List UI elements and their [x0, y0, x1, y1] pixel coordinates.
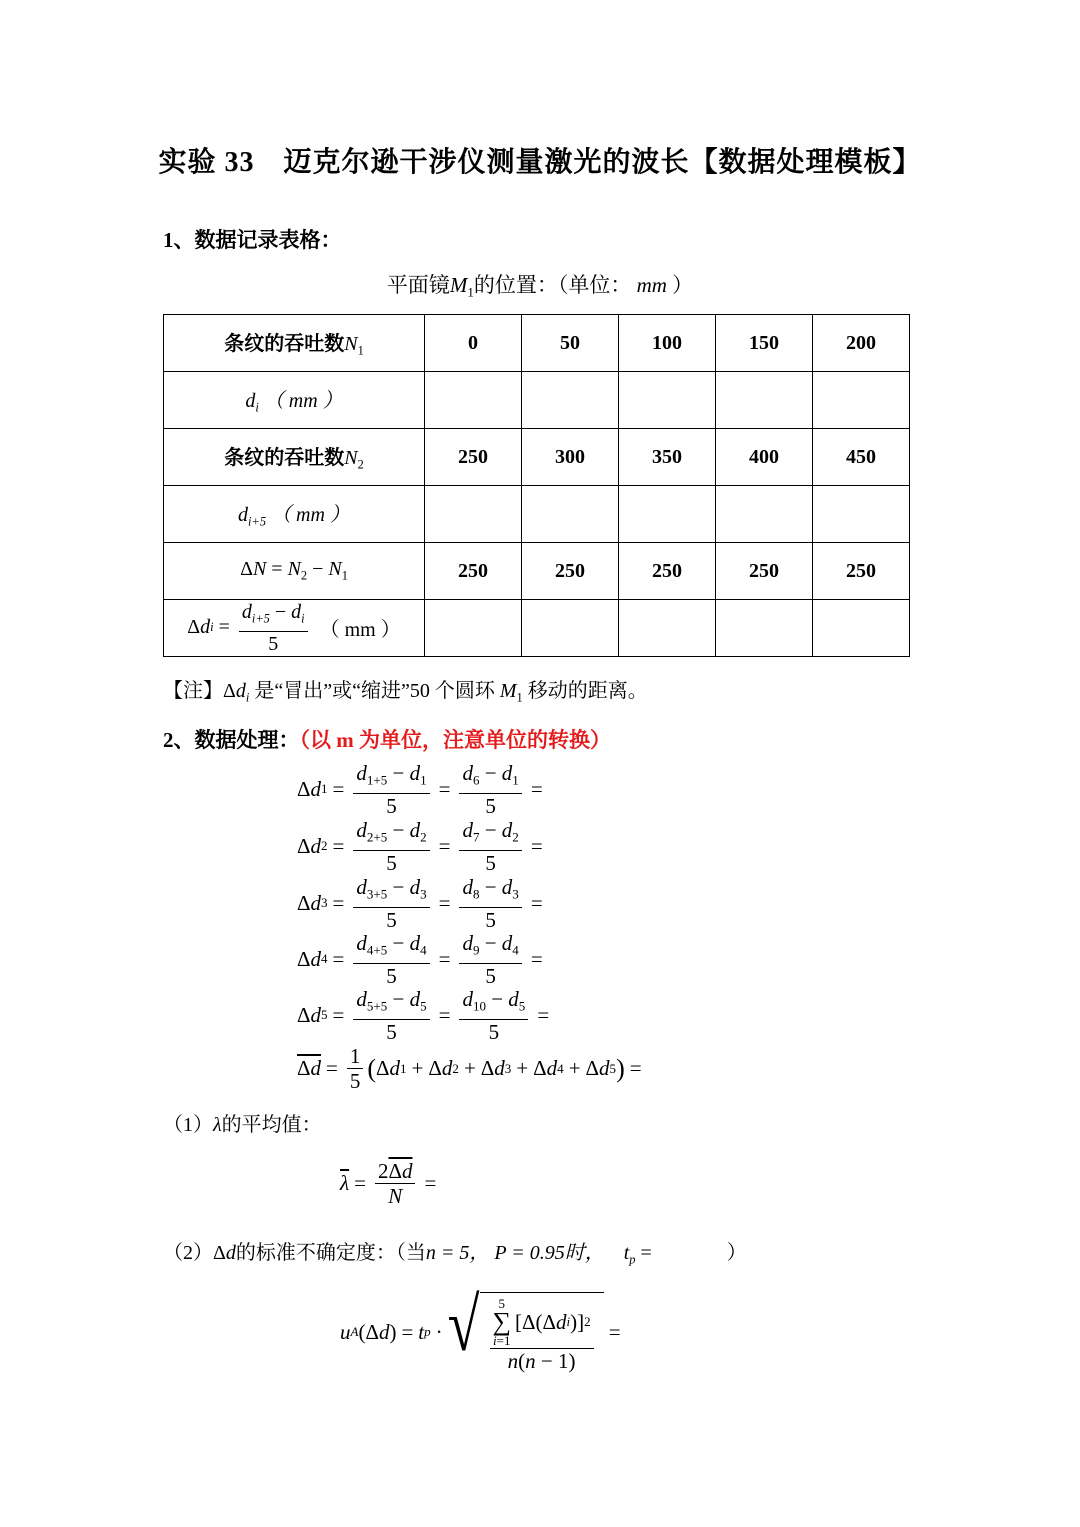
table-row — [164, 600, 910, 657]
empty-cell[interactable] — [425, 372, 522, 429]
table-cell: 350 — [619, 429, 716, 486]
table-cell: 100 — [619, 315, 716, 372]
section-heading-2: 2、数据处理：（以 m 为单位，注意单位的转换） — [163, 728, 611, 752]
row-label-delta-d: Δ d i = $\frac{d_{i+5} - d_i}{5}$ （ mm ） — [164, 600, 425, 657]
table-cell: 300 — [522, 429, 619, 486]
empty-cell[interactable] — [522, 600, 619, 657]
empty-cell[interactable] — [813, 372, 910, 429]
equation-delta-d2: Δ d 2 = $\frac{d_{2+5} - d_2}{5}$ = $\frac{d_7 - d_2}{5}$ = — [297, 818, 543, 875]
table-cell: 50 — [522, 315, 619, 372]
empty-cell[interactable] — [813, 486, 910, 543]
table-cell: 0 — [425, 315, 522, 372]
table-row — [164, 429, 910, 486]
section-heading-1: 1、数据记录表格： — [163, 228, 342, 252]
table-cell: 250 — [619, 543, 716, 600]
table-cell: 250 — [425, 543, 522, 600]
table-cell: 450 — [813, 429, 910, 486]
empty-cell[interactable] — [716, 486, 813, 543]
table-row — [164, 543, 910, 600]
data-record-table — [163, 314, 910, 657]
table-cell: 250 — [425, 429, 522, 486]
table-row — [164, 372, 910, 429]
part-2-label: （2）Δd的标准不确定度：（当n = 5， P = 0.95时， $t_p$ = ） — [163, 1242, 747, 1267]
table-cell: 250 — [716, 543, 813, 600]
equation-delta-d4: Δ d 4 = $\frac{d_{4+5} - d_4}{5}$ = $\frac{d_9 - d_4}{5}$ = — [297, 931, 543, 988]
equation-delta-d1: Δ d 1 = $\frac{d_{1+5} - d_1}{5}$ = $\frac{d_6 - d_1}{5}$ = — [297, 761, 543, 818]
table-cell: 400 — [716, 429, 813, 486]
row-label-delta-n: $\Delta N = N_2 - N_1$ — [164, 543, 425, 600]
equation-delta-d3: Δ d 3 = $\frac{d_{3+5} - d_3}{5}$ = $\frac{d_8 - d_3}{5}$ = — [297, 875, 543, 932]
empty-cell[interactable] — [425, 486, 522, 543]
empty-cell[interactable] — [619, 372, 716, 429]
table-cell: 150 — [716, 315, 813, 372]
page-title: 实验 33 迈克尔逊干涉仪测量激光的波长【数据处理模板】 — [158, 147, 922, 178]
table-row — [164, 315, 910, 372]
row-label-di: $d_i$ （ mm ） — [164, 372, 425, 429]
empty-cell[interactable] — [522, 486, 619, 543]
empty-cell[interactable] — [425, 600, 522, 657]
empty-cell[interactable] — [522, 372, 619, 429]
empty-cell[interactable] — [619, 600, 716, 657]
equation-uncertainty: u A (Δ d ) = t p · √ 5 ∑ i=1 [Δ(Δ d i )] 2 n(n − 1) = — [340, 1282, 621, 1373]
table-cell: 250 — [522, 543, 619, 600]
table-note: 【注】$\Delta d_i$ 是“冒出”或“缩进”50 个圆环 $M_1$ 移动的距离。 — [163, 680, 648, 705]
row-label-di5: $d_{i+5}$ （ mm ） — [164, 486, 425, 543]
row-label-n2: 条纹的吞吐数$N_2$ — [164, 429, 425, 486]
table-cell: 250 — [813, 543, 910, 600]
table-cell: 200 — [813, 315, 910, 372]
equation-delta-d5: Δ d 5 = $\frac{d_{5+5} - d_5}{5}$ = $\frac{d_{10} - d_5}{5}$ = — [297, 987, 550, 1044]
part-1-label: （1）λ的平均值： — [163, 1114, 322, 1136]
empty-cell[interactable] — [716, 372, 813, 429]
table-row — [164, 486, 910, 543]
empty-cell[interactable] — [813, 600, 910, 657]
table-caption: 平面镜$M_1$的位置：（单位： mm ） — [386, 273, 694, 300]
empty-cell[interactable] — [619, 486, 716, 543]
equation-lambda-mean: $\overline{\lambda}$ = $\frac{2\Delta d}{N}$ = — [340, 1159, 437, 1208]
empty-cell[interactable] — [716, 600, 813, 657]
equation-mean-delta-d: Δd = $\frac{1}{5}$ ( Δ d 1 + Δ d 2 + Δ d 3 + Δ d 4 + Δ d 5 ) = — [297, 1044, 642, 1093]
row-label-n1: 条纹的吞吐数$N_1$ — [164, 315, 425, 372]
